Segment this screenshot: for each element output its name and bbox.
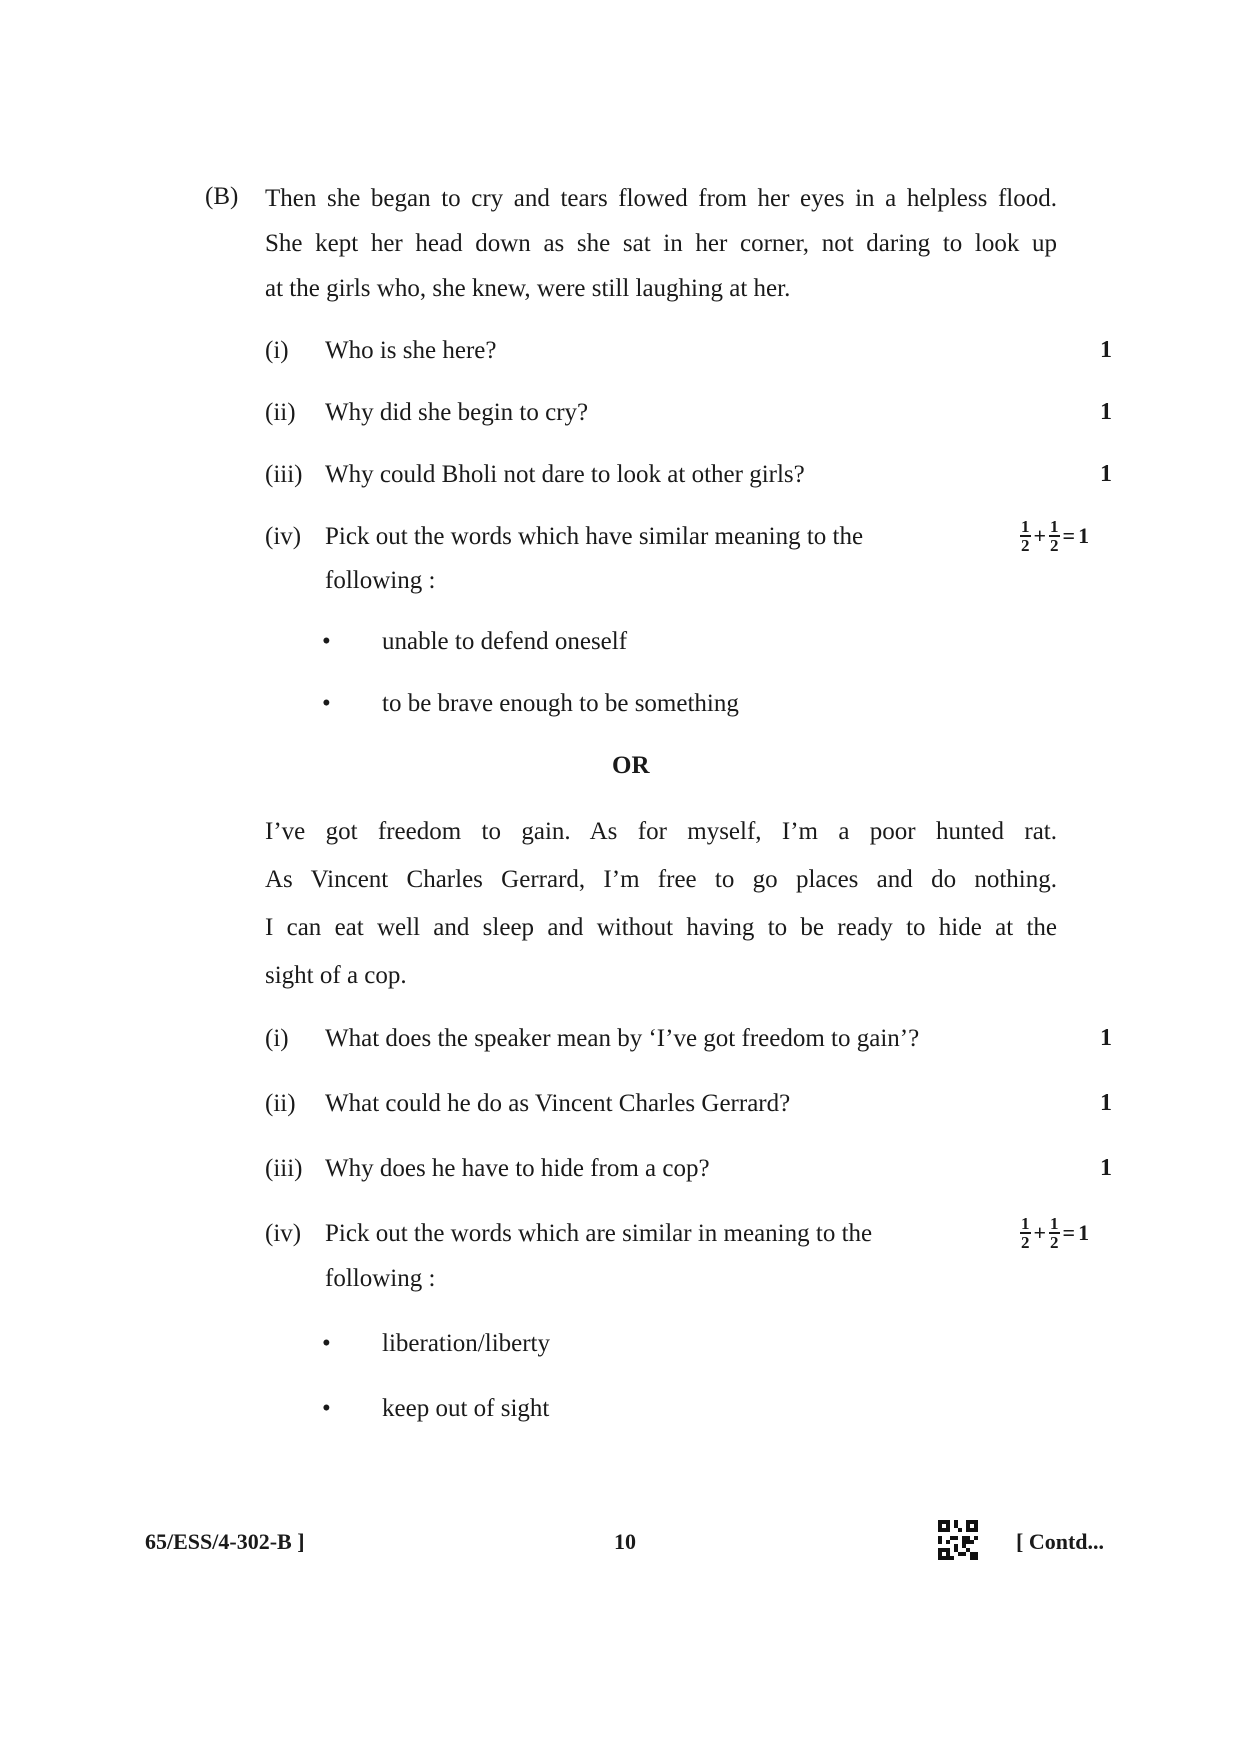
passage-line: Then she began to cry and tears flowed from her eyes in a helpless flood. [265, 185, 1057, 212]
bullet-text: keep out of sight [382, 1395, 550, 1422]
continued-label: [ Contd... [1016, 1529, 1105, 1554]
question-marks: 1 [1100, 1090, 1112, 1116]
total-marks: 1 [1078, 523, 1090, 548]
bullet-text: liberation/liberty [382, 1330, 551, 1357]
denominator: 2 [1021, 536, 1030, 555]
section-label: (B) [205, 183, 239, 210]
question-text: Who is she here? [325, 337, 497, 364]
passage-line: I’ve got freedom to gain. As for myself, I’m a poor hunted rat. [265, 818, 1057, 845]
question-text-continued: following : [325, 1265, 436, 1292]
question-text: Pick out the words which have similar meaning to the [325, 523, 864, 550]
passage-line: at the girls who, she knew, were still laughing at her. [265, 275, 791, 302]
question-number: (iv) [265, 1220, 302, 1247]
bullet-text: to be brave enough to be something [382, 690, 739, 717]
denominator: 2 [1050, 536, 1059, 555]
plus-sign: + [1033, 1220, 1047, 1245]
passage-b [265, 176, 1057, 311]
question-marks: 1 [1100, 461, 1112, 487]
passage-alternative [265, 808, 1057, 1000]
bullet-icon: • [322, 1395, 331, 1422]
question-marks: 1 [1100, 399, 1112, 425]
fraction [1020, 1215, 1031, 1251]
question-number: (i) [265, 337, 289, 364]
question-text-continued: following : [325, 567, 436, 594]
question-number: (ii) [265, 399, 296, 426]
fraction-marks [1020, 518, 1089, 554]
question-number: (iv) [265, 523, 302, 550]
question-text: Why does he have to hide from a cop? [325, 1155, 710, 1182]
question-text: Pick out the words which are similar in meaning to the [325, 1220, 873, 1247]
question-marks: 1 [1100, 1025, 1112, 1051]
passage-line: She kept her head down as she sat in her corner, not daring to look up [265, 230, 1057, 257]
passage-line: sight of a cop. [265, 962, 407, 989]
denominator: 2 [1021, 1233, 1030, 1252]
question-text: What could he do as Vincent Charles Gerrard? [325, 1090, 791, 1117]
numerator: 1 [1050, 517, 1059, 536]
fraction-marks [1020, 1215, 1089, 1251]
numerator: 1 [1021, 517, 1030, 536]
question-number: (iii) [265, 461, 303, 488]
bullet-icon: • [322, 1330, 331, 1357]
denominator: 2 [1050, 1233, 1059, 1252]
numerator: 1 [1050, 1214, 1059, 1233]
or-divider: OR [612, 752, 650, 779]
question-text: Why did she begin to cry? [325, 399, 589, 426]
question-number: (ii) [265, 1090, 296, 1117]
question-number: (i) [265, 1025, 289, 1052]
qr-code-icon [938, 1520, 978, 1560]
passage-line: I can eat well and sleep and without having to be ready to hide at the [265, 914, 1057, 941]
question-marks: 1 [1100, 337, 1112, 363]
bullet-icon: • [322, 690, 331, 717]
equals-sign: = [1062, 1220, 1076, 1245]
page-number: 10 [614, 1529, 636, 1554]
paper-code: 65/ESS/4-302-B ] [145, 1529, 305, 1554]
equals-sign: = [1062, 523, 1076, 548]
question-number: (iii) [265, 1155, 303, 1182]
bullet-icon: • [322, 628, 331, 655]
bullet-text: unable to defend oneself [382, 628, 628, 655]
plus-sign: + [1033, 523, 1047, 548]
question-text: Why could Bholi not dare to look at other girls? [325, 461, 805, 488]
question-text: What does the speaker mean by ‘I’ve got freedom to gain’? [325, 1025, 920, 1052]
numerator: 1 [1021, 1214, 1030, 1233]
fraction [1020, 518, 1031, 554]
fraction [1049, 518, 1060, 554]
passage-line: As Vincent Charles Gerrard, I’m free to go places and do nothing. [265, 866, 1057, 893]
fraction [1049, 1215, 1060, 1251]
total-marks: 1 [1078, 1220, 1090, 1245]
question-marks: 1 [1100, 1155, 1112, 1181]
